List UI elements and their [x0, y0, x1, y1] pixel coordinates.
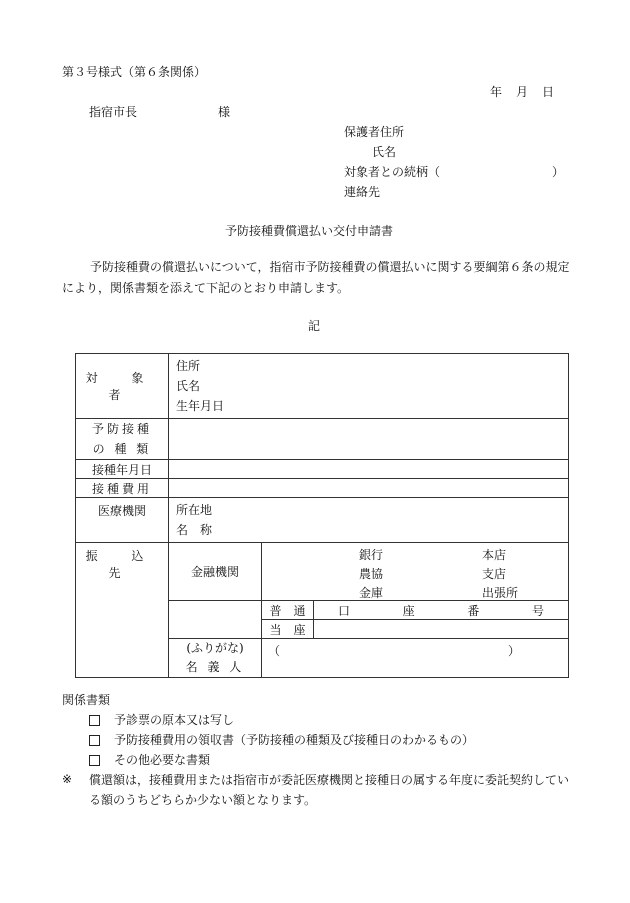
account-holder-label-cell — [169, 639, 262, 678]
account-holder-value-cell[interactable] — [262, 639, 569, 678]
note-mark: ※ — [62, 772, 73, 786]
bank-type-1: 銀行 — [359, 548, 384, 562]
checkbox-icon[interactable] — [89, 755, 100, 766]
account-number-value-cell[interactable] — [314, 620, 569, 639]
vaccine-type-value-cell[interactable] — [169, 419, 569, 460]
medical-institution-row — [76, 498, 569, 543]
checkbox-icon[interactable] — [89, 735, 100, 746]
contact-label: 連絡先 — [344, 185, 381, 199]
holder-label: 名 義 人 — [185, 660, 245, 674]
intro-paragraph: 予防接種費の償還払いについて，指宿市予防接種費の償還払いに関する要綱第６条の規定により，関係書類を添えて下記のとおり申請します。 — [62, 260, 570, 295]
vaccination-date-label: 接種年月日 — [76, 460, 169, 479]
note-text-wrap — [89, 770, 575, 810]
checkbox-icon[interactable] — [89, 715, 100, 726]
application-form-table — [75, 353, 569, 678]
account-number-char-1: 口 — [338, 603, 351, 618]
medical-name-label: 名 称 — [176, 523, 213, 537]
note-text: 償還額は，接種費用または指宿市が委託医療機関と接種日の属する年度に委託契約している額のうちどちらか少ない額となります。 — [89, 773, 570, 807]
bank-branch-1: 本店 — [482, 548, 507, 562]
medical-institution-label: 医療機関 — [76, 498, 169, 543]
related-docs-title: 関係書類 — [62, 693, 111, 707]
account-spacer-cell — [169, 601, 262, 639]
subject-birthdate-label: 生年月日 — [176, 399, 225, 413]
ki-mark: 記 — [308, 319, 321, 333]
holder-paren-close: ） — [508, 644, 521, 658]
related-doc-item[interactable] — [89, 714, 234, 726]
addressee-honorific: 様 — [218, 105, 231, 119]
bank-type-2: 農協 — [359, 567, 384, 581]
addressee: 指宿市長 — [89, 105, 138, 119]
guardian-address-label: 保護者住所 — [344, 125, 405, 139]
subject-row — [76, 354, 569, 419]
bank-branch-3: 出張所 — [482, 586, 519, 600]
related-doc-label: その他必要な書類 — [114, 753, 211, 767]
form-number: 第３号様式（第６条関係） — [62, 65, 207, 79]
related-doc-label: 予防接種費用の領収書（予防接種の種類及び接種日のわかるもの） — [114, 733, 475, 747]
bank-branch-2: 支店 — [482, 567, 507, 581]
account-number-header-cell — [314, 601, 569, 620]
holder-paren-open: （ — [268, 644, 281, 658]
document-title: 予防接種費償還払い交付申請書 — [225, 224, 394, 238]
medical-institution-fields-cell[interactable] — [169, 498, 569, 543]
subject-label-cell — [76, 354, 169, 419]
date-month-label: 月 — [516, 85, 529, 99]
vaccination-cost-row — [76, 479, 569, 498]
account-number-char-3: 番 — [467, 603, 480, 618]
vaccine-type-row — [76, 419, 569, 460]
guardian-name-label: 氏名 — [372, 145, 397, 159]
furigana-label: (ふりがな) — [186, 641, 244, 655]
vaccination-cost-value-cell[interactable] — [169, 479, 569, 498]
account-number-char-2: 座 — [402, 603, 415, 618]
transfer-label: 振 込 先 — [85, 549, 159, 580]
account-number-char-4: 号 — [531, 603, 544, 618]
related-doc-label: 予診票の原本又は写し — [114, 713, 235, 727]
financial-institution-label: 金融機関 — [169, 543, 262, 601]
vaccination-date-row — [76, 460, 569, 479]
account-type-normal[interactable]: 普 通 — [262, 601, 314, 620]
subject-label: 対 象 者 — [85, 371, 159, 402]
vaccine-type-label-cell — [76, 419, 169, 460]
transfer-label-cell — [76, 543, 169, 678]
relationship-close: ） — [552, 165, 565, 179]
medical-location-label: 所在地 — [176, 503, 213, 517]
transfer-bank-row — [76, 543, 569, 601]
vaccine-type-label-line2: の 種 類 — [92, 442, 152, 456]
vaccine-type-label-line1: 予防接種 — [91, 422, 152, 436]
related-doc-item[interactable] — [89, 734, 474, 746]
bank-type-3: 金庫 — [359, 586, 384, 600]
bank-name-cell[interactable] — [262, 543, 569, 601]
date-year-label: 年 — [490, 85, 503, 99]
related-doc-item[interactable] — [89, 754, 210, 766]
account-type-current[interactable]: 当 座 — [262, 620, 314, 639]
date-day-label: 日 — [542, 85, 555, 99]
subject-address-label: 住所 — [176, 359, 201, 373]
vaccination-date-value-cell[interactable] — [169, 460, 569, 479]
vaccination-cost-label: 接種費用 — [76, 479, 169, 498]
subject-fields-cell[interactable] — [169, 354, 569, 419]
relationship-label: 対象者との続柄（ — [344, 165, 441, 179]
subject-name-label: 氏名 — [176, 379, 201, 393]
